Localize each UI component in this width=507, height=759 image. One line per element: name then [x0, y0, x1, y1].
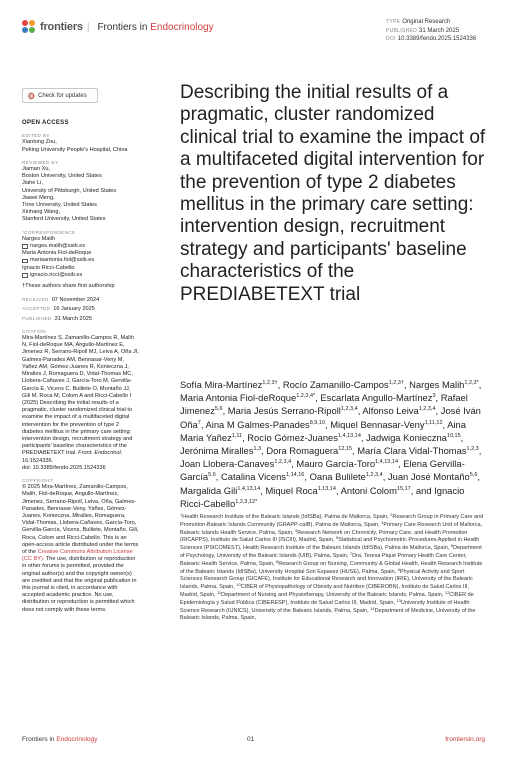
author-name[interactable]: Miquel Bennasar-Veny: [330, 418, 425, 430]
author-affiliation-marker: 1,11,12: [424, 419, 443, 426]
author-name[interactable]: María Clara Vidal-Thomas: [357, 445, 467, 457]
sidebar: OPEN ACCESS EDITED BY Xiantong Zou, Peking University People's Hospital, China REVIEWED BY Jiaman Xu, Boston University, United States Jiahe Li, University of Pittsburgh, United States Jiawei Meng, Trine University, United States Xinhang Wang, Stanford University, United States *CORRESPONDENCE Narges Malih narges.malih@ssib.es Maria Antonia Fiol-deRoque mariaantonia.fiol@ssib.es Ignacio Ricci-Cabello ignacio.ricci@ssib.es †These authors share first authorship RECEIVED 07 November 2024 ACCEPTED 16 January 2025 PUBLISHED 31 March 2025 CITATION Mira-Martínez S, Zamanillo-Campos R, Malih N, Fiol-deRoque MA, Angullo-Martínez E, Jimenez R, Serrano-Ripoll MJ, Leiva A, Oña JI, Galmes-Panades AM, Bennasar-Veny M, Yañez AM, Gómez-Juanes R, Konieczna J, Miralles J, Romaguera D, Vidal-Thomas MC, Llobera-Cañaves J, García-Toro M, Gervilla-García E, Vicens C, Bulilete O, Montaño JJ, Gili M, Roca M, Colom A and Ricci-Cabello I (2025) Describing the initial results of a pragmatic, cluster randomized clinical trial to examine the impact of a multifaceted digital intervention for the prevention of type 2 diabetes mellitus in the primary care setting: intervention design, recruitment strategy and participants' baseline characteristics of the PREDIABETEXT trial. Front. Endocrinol. 16:1524336. doi: 10.3389/fendo.2025.1524336 COPYRIGHT © 2025 Mira-Martínez, Zamanillo-Campos, Malih, Fiol-deRoque, Angullo-Martínez, Jimenez, Serrano-Ripoll, Leiva, Oña, Galmes-Panades, Bennasar-Veny, Yañez, Gómez-Juanes, Konieczna, Miralles, Romaguera, Vidal-Thomas, Llobera-Cañaves, García-Toro, Gervilla-García, Vicens, Bulilete, Montaño, Gili, Roca, Colom and Ricci-Cabello. This is an open-access article distributed under the terms of the Creative Commons Attribution License (CC BY). The use, distribution or reproduction in other forums is permitted, provided the original author(s) and the copyright owner(s) are credited and that the original publication in this journal is cited, in accordance with accepted academic practice. No use, distribution or reproduction is permitted which does not comply with these terms.: [22, 120, 139, 613]
affiliation-number: 11: [217, 589, 222, 595]
page-number: 01: [247, 736, 255, 743]
affiliation-text: Health Research Institute of the Balearic Islands (IdISBa), Palma de Mallorca, Spain,: [182, 514, 391, 520]
affiliation-number: 1: [180, 512, 183, 517]
author-affiliation-marker: 1,2,3,4: [274, 459, 292, 466]
affiliation-number: 12: [444, 589, 450, 595]
article-meta: TYPE Original Research PUBLISHED 31 March 2025 DOI 10.3389/fendo.2025.1524336: [386, 19, 477, 42]
correspondence: Narges Malih narges.malih@ssib.es Maria Antonia Fiol-deRoque mariaantonia.fiol@ssib.es Ignacio Ricci-Cabello ignacio.ricci@ssib.es †These authors share first authorship: [22, 236, 140, 290]
author-affiliation-marker: 7: [197, 419, 201, 426]
author-name[interactable]: Mauro García-Toro: [296, 458, 376, 470]
author-affiliation-marker: 1,2,3*: [464, 380, 479, 386]
mail-icon: [22, 244, 28, 249]
mail-icon: [22, 273, 28, 278]
affiliation-number: 10: [236, 582, 241, 588]
affiliation-text: Research Network on Chronicity, Primary Care, and Health Promotion (RICAPPS), Instituto de Salud Carlos III (ISCIII), Madrid, Spain,: [180, 529, 468, 544]
author-affiliation-marker: 1,13,14: [317, 485, 336, 492]
author-name[interactable]: Escarlata Angullo-Martínez: [320, 392, 433, 404]
author-affiliation-marker: 15,17: [396, 485, 411, 492]
author-name[interactable]: Rocío Gómez-Juanes: [247, 431, 338, 443]
affiliation-number: 5: [335, 535, 339, 541]
author-affiliation-marker: 1,2,3†: [262, 380, 278, 386]
reviewers: Jiaman Xu, Boston University, United States Jiahe Li, University of Pittsburgh, United States Jiawei Meng, Trine University, United States Xinhang Wang, Stanford University, United States: [22, 166, 117, 223]
check-updates-button[interactable]: Check for updates: [22, 88, 98, 103]
affiliation-text: Department of Psychology, University of the Balearic Islands (UIB), Palma, Spain,: [180, 545, 482, 559]
author-affiliation-marker: 1,2,3,12*: [235, 498, 258, 505]
author-affiliation-marker: 5,6: [469, 472, 478, 479]
author-name[interactable]: Jadwiga Konieczna: [366, 431, 447, 443]
affiliation-number: 7: [349, 550, 353, 556]
author-name[interactable]: Maria Antonia Fiol-deRoque: [180, 392, 297, 404]
article-type: Original Research: [402, 19, 451, 25]
author-name[interactable]: and Ignacio Ricci-Cabello: [180, 484, 465, 509]
author-affiliation-marker: 1,4,13,14: [237, 485, 261, 492]
affiliation-text: CIBER de Epidemiología y Salud Pública (CIBERESP), Instituto de Salud Carlos III, Madrid, Spain,: [180, 591, 474, 606]
affiliation-text: Research Group on Nursing, Community & Global Health, Health Research Institute of the Balearic Islands (IdISBa), University Hospital Son Espases (HUSE), Palma, Spain,: [180, 560, 483, 575]
footer-journal: Frontiers in Endocrinology: [22, 736, 98, 743]
affiliation-number: 4: [294, 527, 298, 533]
author-affiliation-marker: 1,2,3,4: [418, 406, 436, 413]
author-affiliation-marker: 1,2,3: [466, 446, 479, 453]
journal-header: frontiers | Frontiers in Endocrinology: [22, 20, 214, 34]
affiliation-text: Research Group in Primary Care and Promotion-Balearic Islands Community (GRAPP-caIB), Palma de Mallorca, Spain,: [180, 514, 484, 528]
journal-title: Frontiers in Endocrinology: [97, 21, 214, 33]
article-title: Describing the initial results of a pragmatic, cluster randomized clinical trial to examine the impact of a multifaceted digital intervention for the prevention of type 2 diabetes mellitus in the primary care setting: intervention design, recruitment strategy and participants' baseline characteristics of the PREDIABETEXT trial: [180, 82, 486, 305]
author-name[interactable]: Antoni Colom: [340, 484, 397, 496]
affiliation-text: Department of Medicine, University of the Balearic Islands, Palma, Spain,: [180, 607, 476, 622]
author-name[interactable]: Alfonso Leiva: [362, 405, 419, 417]
author-name[interactable]: Sofía Mira-Martínez: [180, 379, 263, 390]
affiliation-number: 2: [390, 512, 393, 517]
doi: 10.3389/fendo.2025.1524336: [397, 36, 477, 42]
author-name[interactable]: Margalida Gili: [180, 484, 238, 496]
shared-authorship-note: †These authors share first authorship: [22, 283, 115, 290]
author-affiliation-marker: 3: [432, 393, 436, 400]
author-name[interactable]: Catalina Vicens: [221, 471, 286, 483]
affiliation-number: 8: [276, 558, 279, 564]
affiliation-text: Statistical and Psychometric Procedures Applied in Health Sciences (PSICOMEST), Health Research Institute of the Balearic Islands (IdISBa), Palma de Mallorca, Spain,: [180, 537, 480, 552]
author-affiliation-marker: 1,2,3†: [388, 380, 404, 386]
author-name[interactable]: Maria Jesús Serrano-Ripoll: [227, 405, 341, 417]
affiliation-number: 6: [450, 543, 454, 549]
author-affiliation-marker: 1,4,13,14: [337, 432, 361, 439]
license-link[interactable]: Creative Commons Attribution License (CC BY).: [22, 548, 133, 563]
author-affiliation-marker: 1,14,16: [286, 472, 305, 479]
dates: RECEIVED 07 November 2024 ACCEPTED 16 January 2025 PUBLISHED 31 March 2025: [22, 297, 100, 322]
author-name[interactable]: Dora Romaguera: [266, 445, 339, 457]
crossmark-icon: [27, 92, 35, 100]
affiliation-text: CIBER of Physiopathology of Obesity and Nutrition (CIBEROBN), Instituto de Salud Carlos III, Madrid, Spain,: [180, 584, 470, 598]
open-access-label: OPEN ACCESS: [22, 120, 69, 126]
author-name[interactable]: Miquel Roca: [265, 484, 318, 496]
author-name[interactable]: Rocío Zamanillo-Campos: [282, 379, 389, 390]
email-link[interactable]: narges.malih@ssib.es: [30, 243, 86, 250]
affiliation-text: University Institute of Health Science Research (IUNICS), University of the Balearic Islands, Palma, Spain,: [180, 599, 470, 614]
email-link[interactable]: ignacio.ricci@ssib.es: [30, 271, 83, 278]
author-name[interactable]: Juan José Montaño: [387, 471, 470, 483]
mail-icon: [22, 259, 28, 264]
affiliation-text: Physical Activity and Sport Sciences Research Group (GICAFE), Institute for Educational Research and Innovation (IRIE), University of the Balearic Islands, Palma, Spain,: [180, 568, 473, 591]
author-list: Sofía Mira-Martínez$^{1,2,3\dagger}$, Rocío Zamanillo-Campos$^{1,2,3\dagger}$, Narges Malih$^{1,2,3*}$, Maria Antonia Fiol-deRoque$^{1,2,3,4*}$, Escarlata Angullo-Martínez$^3$, Rafael Jimenez$^{5,6}$, Maria Jesús Serrano-Ripoll$^{1,2,3,4}$, Alfonso Leiva$^{1,2,3,4}$, José Iván Oña$^7$, Aina M Galmes-Panades$^{8,9,10}$, Miquel Bennasar-Veny$^{1,11,12}$, Aina Maria Yañez$^{1,11}$, Rocío Gómez-Juanes$^{1,4,13,14}$, Jadwiga Konieczna$^{10,15}$, Jerónima Miralles$^{1,3}$, Dora Romaguera$^{12,15}$, María Clara Vidal-Thomas$^{1,2,3}$, Joan Llobera-Canaves$^{1,2,3,4}$, Mauro García-Toro$^{1,4,13,14}$, Elena Gervilla-García$^{5,6}$, Catalina Vicens$^{1,14,16}$, Oana Bulilete$^{1,2,3,4}$, Juan José Montaño$^{5,6}$, Margalida Gili$^{1,4,13,14}$, Miquel Roca$^{1,13,14}$, Antoni Colom$^{15,17}$, and Ignacio Ricci-Cabello$^{1,2,3,12*}$: [180, 379, 482, 509]
author-name[interactable]: Aina M Galmes-Panades: [205, 418, 310, 430]
email-link[interactable]: mariaantonia.fiol@ssib.es: [30, 257, 95, 264]
affiliation-number: 9: [397, 566, 400, 572]
affiliation-number: 14: [370, 605, 375, 611]
author-affiliation-marker: 1,2,3,4*: [296, 393, 316, 400]
affiliation-text: Department of Nursing and Physiotherapy, University of the Balearic Islands, Palma, Spain,: [221, 591, 445, 598]
author-name[interactable]: Oana Bulilete: [309, 471, 366, 483]
author-affiliation-marker: 12,15: [338, 446, 353, 453]
affiliation-text: Dra. Teresa Piqué Primary Health Care Center, Balearic Health Service, Palma, Spain,: [180, 552, 467, 567]
editor: Xiantong Zou, Peking University People's Hospital, China: [22, 139, 128, 153]
copyright: © 2025 Mira-Martínez, Zamanillo-Campos, Malih, Fiol-deRoque, Angullo-Martínez, Jimenez, Serrano-Ripoll, Leiva, Oña, Galmes-Panades, Bennasar-Veny, Yañez, Gómez-Juanes, Konieczna, Miralles, Romaguera, Vidal-Thomas, Llobera-Cañaves, García-Toro, Gervilla-García, Vicens, Bulilete, Montaño, Gili, Roca, Colom and Ricci-Cabello. This is an open-access article distributed under the terms of the Creative Commons Attribution License (CC BY). The use, distribution or reproduction in other forums is permitted, provided the original author(s) and the copyright owner(s) are credited and that the original publication in this journal is cited, in accordance with accepted academic practice. No use, distribution or reproduction is permitted which does not comply with these terms.: [22, 484, 139, 613]
author-name[interactable]: Jerónima Miralles: [180, 445, 254, 457]
affiliation-text: Primary Care Research Unit of Mallorca, Balearic Islands Health Service, Palma, Spain,: [180, 521, 483, 536]
author-name[interactable]: Aina Maria Yañez: [180, 418, 466, 443]
author-affiliation-marker: 5,6: [214, 406, 223, 413]
author-affiliation-marker: 8,9,10: [309, 419, 326, 426]
author-affiliation-marker: 1,2,3,4: [340, 406, 358, 413]
frontiers-logo-icon: [22, 20, 36, 34]
author-affiliation-marker: 1,4,13,14: [375, 459, 398, 466]
author-affiliation-marker: 1,2,3,4: [365, 472, 383, 479]
author-name[interactable]: José Iván Oña: [180, 405, 481, 430]
author-name[interactable]: Narges Malih: [409, 379, 465, 390]
citation: Mira-Martínez S, Zamanillo-Campos R, Malih N, Fiol-deRoque MA, Angullo-Martínez E, Jimenez R, Serrano-Ripoll MJ, Leiva A, Oña JI, Galmes-Panades AM, Bennasar-Veny M, Yañez AM, Gómez-Juanes R, Konieczna J, Miralles J, Romaguera D, Vidal-Thomas MC, Llobera-Cañaves J, García-Toro M, Gervilla-García E, Vicens C, Bulilete O, Montaño JJ, Gili M, Roca M, Colom A and Ricci-Cabello I (2025) Describing the initial results of a pragmatic, cluster randomized clinical trial to examine the impact of a multifaceted digital intervention for the prevention of type 2 diabetes mellitus in the primary care setting: intervention design, recruitment strategy and participants' baseline characteristics of the PREDIABETEXT trial. Front. Endocrinol. 16:1524336. doi: 10.3389/fendo.2025.1524336: [22, 335, 139, 471]
affiliation-number: 3: [381, 519, 384, 525]
publisher-name: frontiers: [40, 21, 83, 33]
author-name[interactable]: Elena Gervilla-García: [180, 458, 465, 483]
author-affiliation-marker: 1,3: [253, 446, 262, 453]
author-name[interactable]: Rafael Jimenez: [180, 392, 468, 417]
published-date: 31 March 2025: [419, 27, 460, 34]
author-name[interactable]: Joan Llobera-Canaves: [180, 458, 275, 470]
author-affiliation-marker: 10,15: [446, 432, 461, 439]
author-affiliation-marker: 5,6: [208, 472, 216, 479]
affiliations: [180, 514, 485, 623]
footer-url[interactable]: frontiersin.org: [445, 736, 485, 743]
author-affiliation-marker: 1,11: [231, 432, 243, 439]
affiliation-number: 13: [396, 597, 401, 603]
